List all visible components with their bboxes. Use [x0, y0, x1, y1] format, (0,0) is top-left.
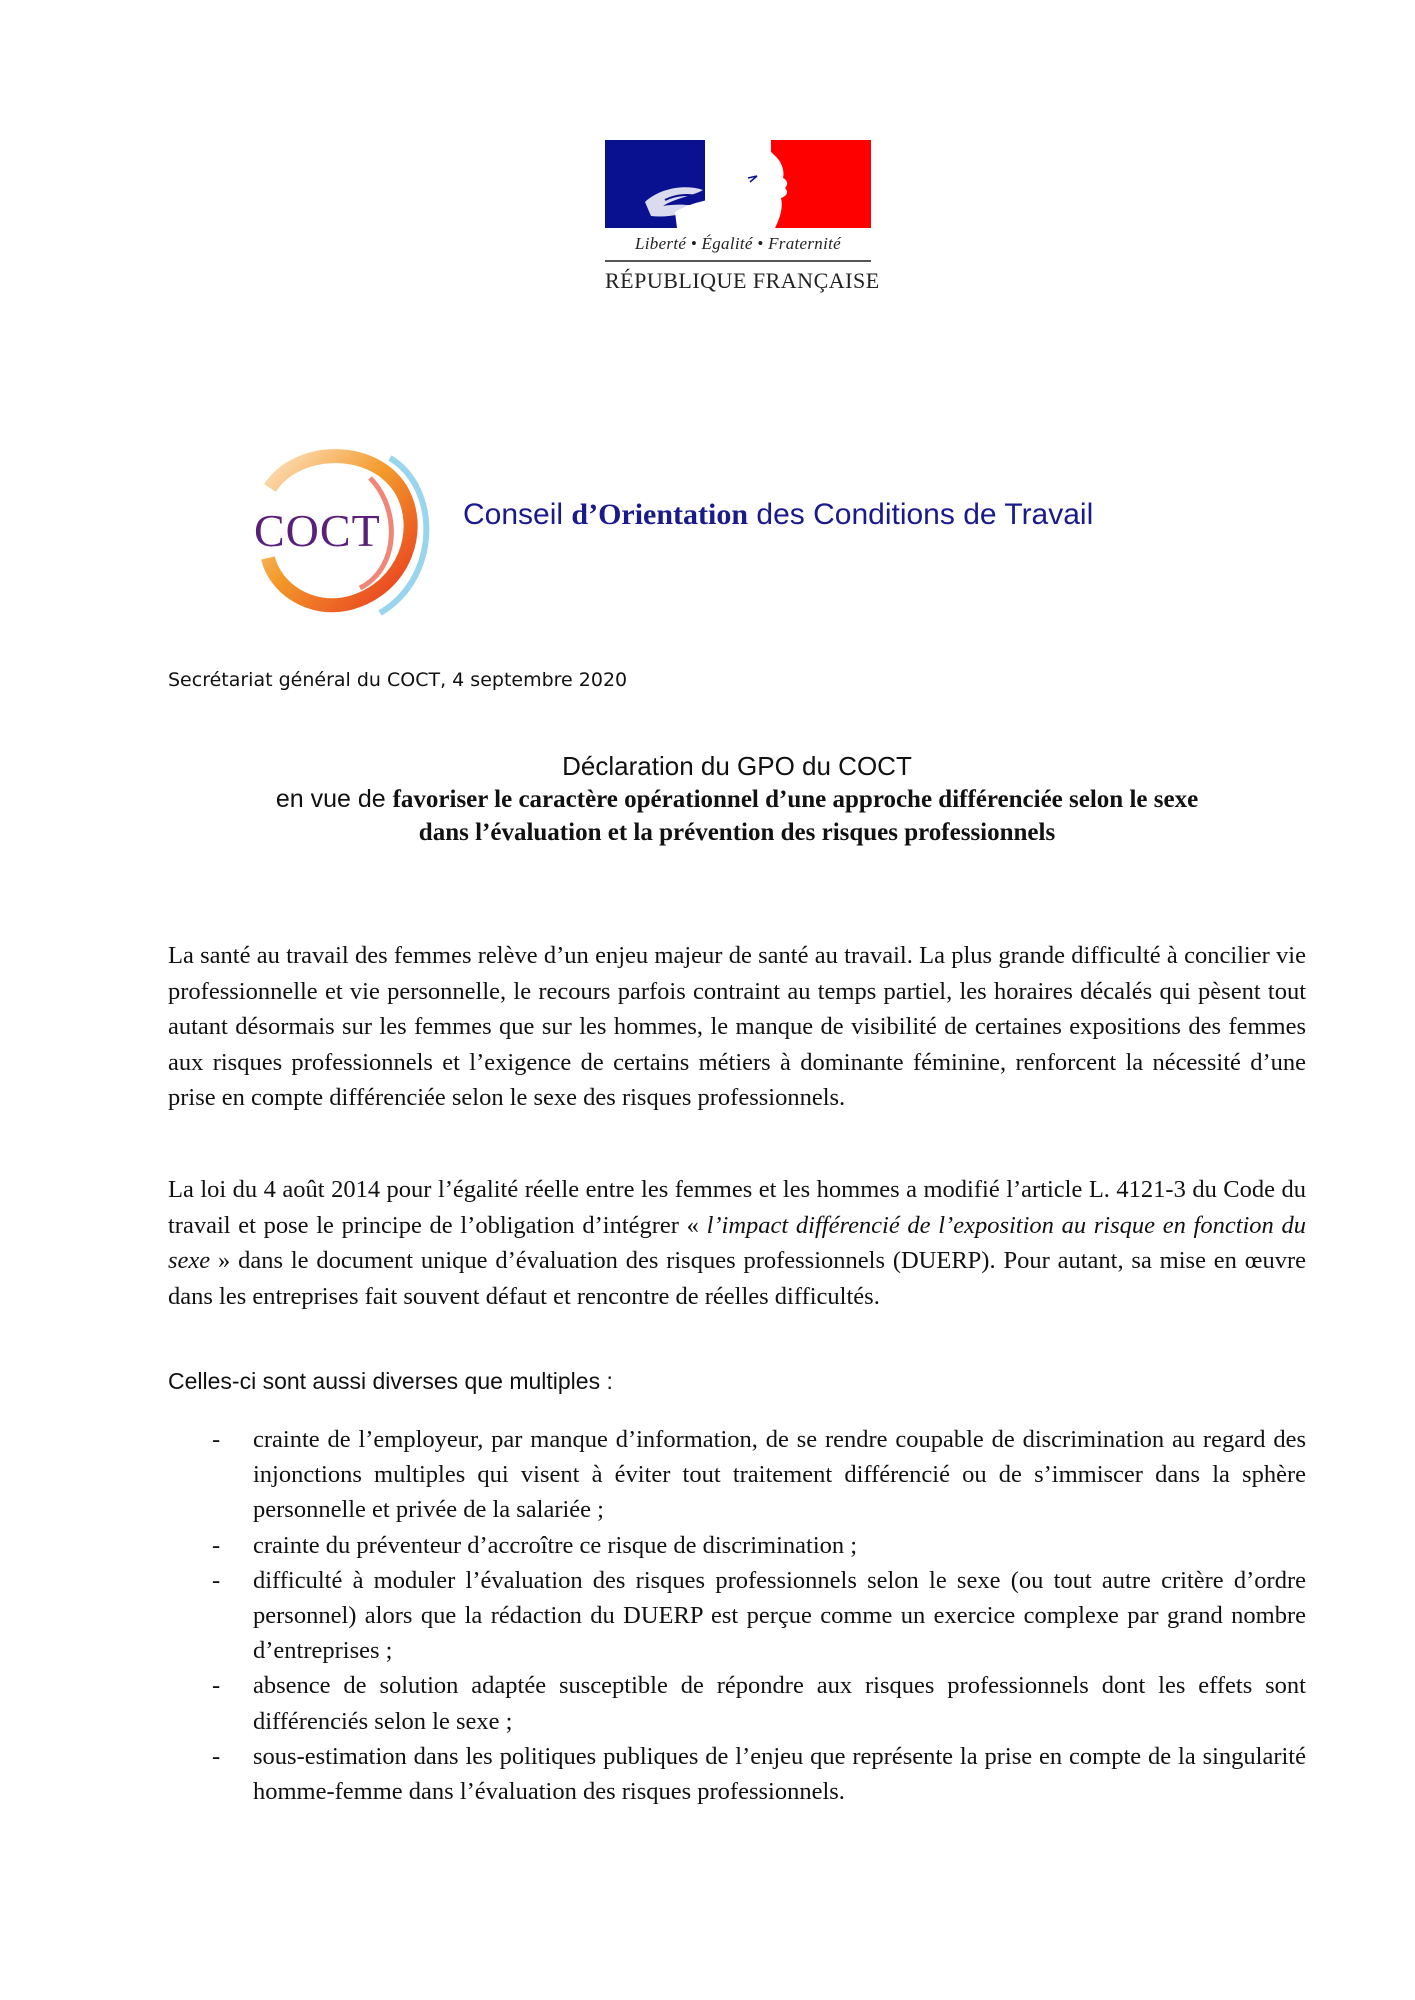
heading-line-3: dans l’évaluation et la prévention des risques professionnels: [418, 819, 1056, 846]
list-bullet: -: [212, 1531, 221, 1559]
paragraph-list-intro: Celles-ci sont aussi diverses que multiples :: [168, 1368, 613, 1394]
marianne-flag-icon: [605, 140, 871, 228]
list-item: [168, 1563, 1306, 1669]
legal-quote: l’impact différencié de l’exposition au risque en fonction du sexe: [168, 1211, 1306, 1274]
list-bullet: -: [212, 1426, 221, 1453]
paragraph-law: [168, 1172, 1306, 1314]
logo-divider: [605, 260, 871, 262]
republic-name: RÉPUBLIQUE FRANÇAISE: [605, 268, 880, 293]
list-item: [168, 1739, 1306, 1809]
list-item: [168, 1668, 1306, 1738]
list-bullet: -: [212, 1672, 221, 1700]
document-date-line: Secrétariat général du COCT, 4 septembre 2020: [168, 669, 628, 691]
republique-francaise-logo: [605, 140, 880, 300]
heading-line-2: [168, 783, 1306, 816]
list-item-text: crainte du préventeur d’accroître ce risque de discrimination ;: [253, 1531, 858, 1559]
difficulties-list: [168, 1422, 1306, 1809]
list-item: [168, 1422, 1306, 1528]
list-item: [168, 1528, 1306, 1563]
paragraph-law-before: La loi du 4 août 2014 pour l’égalité réelle entre les femmes et les hommes a modifié l’article L. 4121-3 du Code du travail et pose le principe de l’obligation d’intégrer «: [168, 1176, 1306, 1239]
list-bullet: -: [212, 1566, 221, 1594]
heading-line-2-prefix: en vue de: [275, 785, 393, 813]
heading-line-2-rest: favoriser le caractère opérationnel d’une approche différenciée selon le sexe: [392, 786, 1199, 813]
list-bullet: -: [212, 1742, 221, 1770]
list-item-text: crainte de l’employeur, par manque d’information, de se rendre coupable de discrimination au regard des injonctions multiples qui visent à éviter tout traitement différencié ou de s’immiscer dans la sphère personnelle et privée de la salariée ;: [253, 1426, 1306, 1524]
paragraph-law-after: » dans le document unique d’évaluation des risques professionnels (DUERP). Pour autant, sa mise en œuvre dans les entreprises fait souvent défaut et rencontre de réelles difficultés.: [168, 1247, 1306, 1310]
organization-title-part2: d’Orientation: [571, 498, 749, 531]
coct-logo: [240, 448, 440, 618]
organization-title-part3: des Conditions de Travail: [748, 498, 1094, 531]
document-heading: [168, 750, 1306, 849]
republic-motto: Liberté • Égalité • Fraternité: [635, 234, 841, 253]
organization-title-part1: Conseil: [463, 498, 572, 531]
paragraph-intro: La santé au travail des femmes relève d’un enjeu majeur de santé au travail. La plus grande difficulté à concilier vie professionnelle et vie personnelle, le recours parfois contraint au temps partiel, les horaires décalés qui pèsent tout autant désormais sur les femmes que sur les hommes, le manque de visibilité de certaines expositions des femmes aux risques professionnels et l’exigence de certains métiers à dominante féminine, renforcent la nécessité d’une prise en compte différenciée selon le sexe des risques professionnels.: [168, 942, 1306, 1111]
organization-title: [463, 498, 1093, 532]
coct-acronym: COCT: [254, 505, 381, 556]
list-item-text: absence de solution adaptée susceptible de répondre aux risques professionnels dont les effets sont différenciés selon le sexe ;: [253, 1672, 1306, 1735]
list-item-text: difficulté à moduler l’évaluation des risques professionnels selon le sexe (ou tout autre critère d’ordre personnel) alors que la rédaction du DUERP est perçue comme un exercice complexe par grand nombre d’entreprises ;: [253, 1566, 1306, 1665]
list-item-text: sous-estimation dans les politiques publiques de l’enjeu que représente la prise en compte de la singularité homme-femme dans l’évaluation des risques professionnels.: [253, 1742, 1306, 1806]
heading-line-1: Déclaration du GPO du COCT: [562, 751, 912, 781]
